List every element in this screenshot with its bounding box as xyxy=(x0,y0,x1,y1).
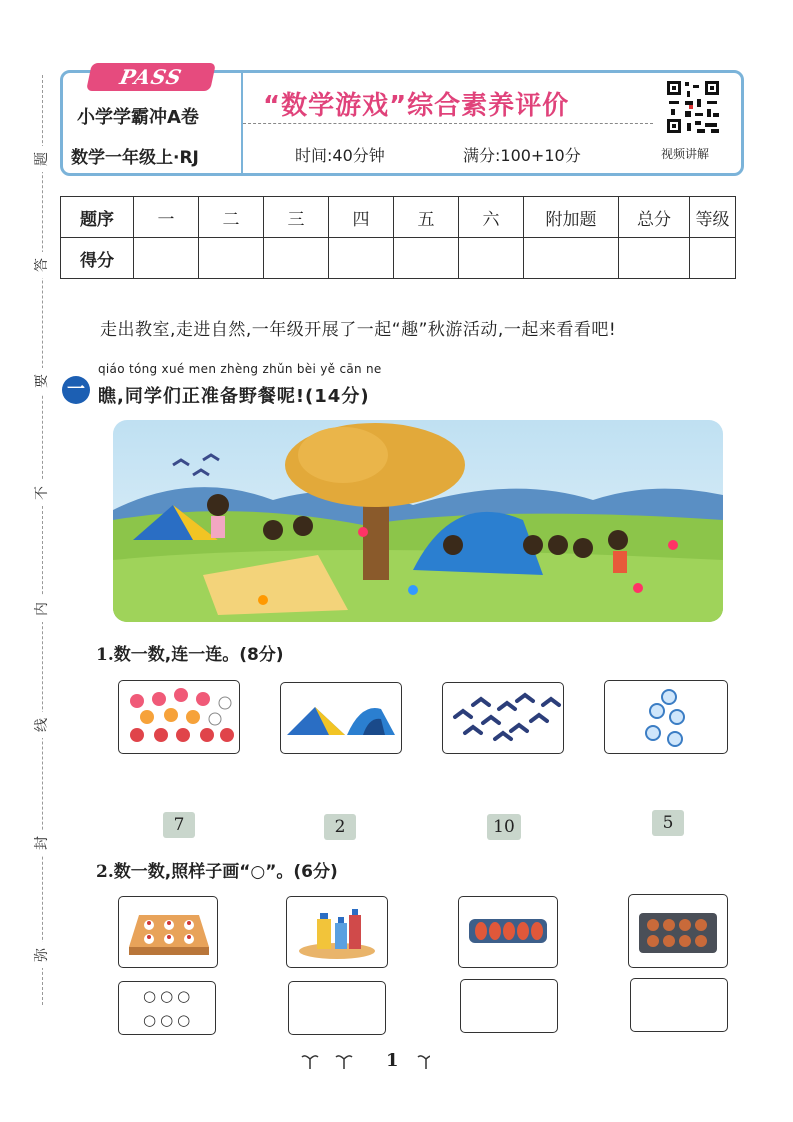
cake-box-icon xyxy=(119,897,217,967)
table-cell: 三 xyxy=(264,197,329,238)
full-score: 满分:100+10分 xyxy=(463,146,581,165)
series-panel xyxy=(63,65,243,173)
score-entry-cell[interactable] xyxy=(690,238,736,279)
question-1-title: 1.数一数,连一连。(8分) xyxy=(96,645,284,665)
score-entry-cell[interactable] xyxy=(619,238,690,279)
picture-box-bottles xyxy=(286,896,388,968)
table-cell: 得分 xyxy=(61,238,134,279)
table-cell: 等级 xyxy=(690,197,736,238)
margin-char: 不 xyxy=(29,480,55,506)
picture-box-flowers[interactable] xyxy=(118,680,240,754)
margin-char: 要 xyxy=(29,368,55,394)
table-row xyxy=(61,197,736,238)
qr-label: 视频讲解 xyxy=(661,147,710,161)
score-entry-cell[interactable] xyxy=(199,238,264,279)
table-cell: 六 xyxy=(459,197,524,238)
score-table xyxy=(60,196,736,279)
number-tag[interactable]: 10 xyxy=(487,814,521,840)
picnic-scene-illustration xyxy=(113,420,723,622)
answer-box[interactable] xyxy=(288,981,386,1035)
margin-char: 线 xyxy=(29,712,55,738)
margin-char: 内 xyxy=(29,596,55,622)
picture-box-cake-box xyxy=(118,896,218,968)
example-circles-row: ○○○ xyxy=(143,1011,195,1029)
picture-box-sausage-tray xyxy=(458,896,558,968)
sprout-decoration-icon xyxy=(300,1051,430,1071)
margin-char: 题 xyxy=(29,146,55,172)
section-title: 瞧,同学们正准备野餐呢!(14分) xyxy=(98,386,370,407)
time-limit: 时间:40分钟 xyxy=(295,146,385,165)
answer-box-example xyxy=(118,981,216,1035)
question-2-title: 2.数一数,照样子画“○”。(6分) xyxy=(96,862,338,882)
grade-label: 数学一年级上·RJ xyxy=(71,148,199,168)
bottles-icon xyxy=(287,897,387,967)
margin-char: 弥 xyxy=(29,942,55,968)
paper-header xyxy=(60,65,744,176)
score-entry-cell[interactable] xyxy=(264,238,329,279)
header-divider xyxy=(243,123,653,124)
pass-logo: PASS xyxy=(86,63,216,91)
paper-title: “数学游戏”综合素养评价 xyxy=(263,91,570,121)
table-cell: 总分 xyxy=(619,197,690,238)
picture-box-muffin-tray xyxy=(628,894,728,968)
table-cell: 四 xyxy=(329,197,394,238)
picture-box-birds[interactable] xyxy=(442,682,564,754)
table-cell: 二 xyxy=(199,197,264,238)
score-entry-cell[interactable] xyxy=(329,238,394,279)
picture-box-balls[interactable] xyxy=(604,680,728,754)
muffin-tray-icon xyxy=(629,895,727,967)
binding-dashed-line xyxy=(42,75,43,1005)
margin-char: 答 xyxy=(29,252,55,278)
table-row xyxy=(61,238,736,279)
birds-icon xyxy=(443,683,563,753)
margin-char: 封 xyxy=(29,830,55,856)
table-cell: 题序 xyxy=(61,197,134,238)
table-cell: 附加题 xyxy=(524,197,619,238)
page-footer xyxy=(300,1050,430,1071)
tents-icon xyxy=(281,683,401,753)
score-entry-cell[interactable] xyxy=(524,238,619,279)
number-tag[interactable]: 5 xyxy=(652,810,684,836)
sausage-tray-icon xyxy=(459,897,557,967)
section-badge: 一 xyxy=(62,376,90,404)
series-name: 小学学霸冲A卷 xyxy=(77,107,199,128)
score-entry-cell[interactable] xyxy=(394,238,459,279)
page-number: 1 xyxy=(386,1050,399,1071)
intro-text: 走出教室,走进自然,一年级开展了一起“趣”秋游活动,一起来看看吧! xyxy=(100,320,617,340)
picture-box-tents[interactable] xyxy=(280,682,402,754)
section-pinyin: qiáo tóng xué men zhèng zhǔn bèi yě cān ne xyxy=(98,362,382,376)
qr-code-icon[interactable] xyxy=(665,79,721,135)
answer-box[interactable] xyxy=(460,979,558,1033)
answer-box[interactable] xyxy=(630,978,728,1032)
table-cell: 五 xyxy=(394,197,459,238)
bubbles-icon xyxy=(605,681,727,753)
number-tag[interactable]: 7 xyxy=(163,812,195,838)
example-circles-row: ○○○ xyxy=(143,987,195,1005)
score-entry-cell[interactable] xyxy=(459,238,524,279)
table-cell: 一 xyxy=(134,197,199,238)
number-tag[interactable]: 2 xyxy=(324,814,356,840)
flowers-icon xyxy=(119,681,239,753)
score-entry-cell[interactable] xyxy=(134,238,199,279)
